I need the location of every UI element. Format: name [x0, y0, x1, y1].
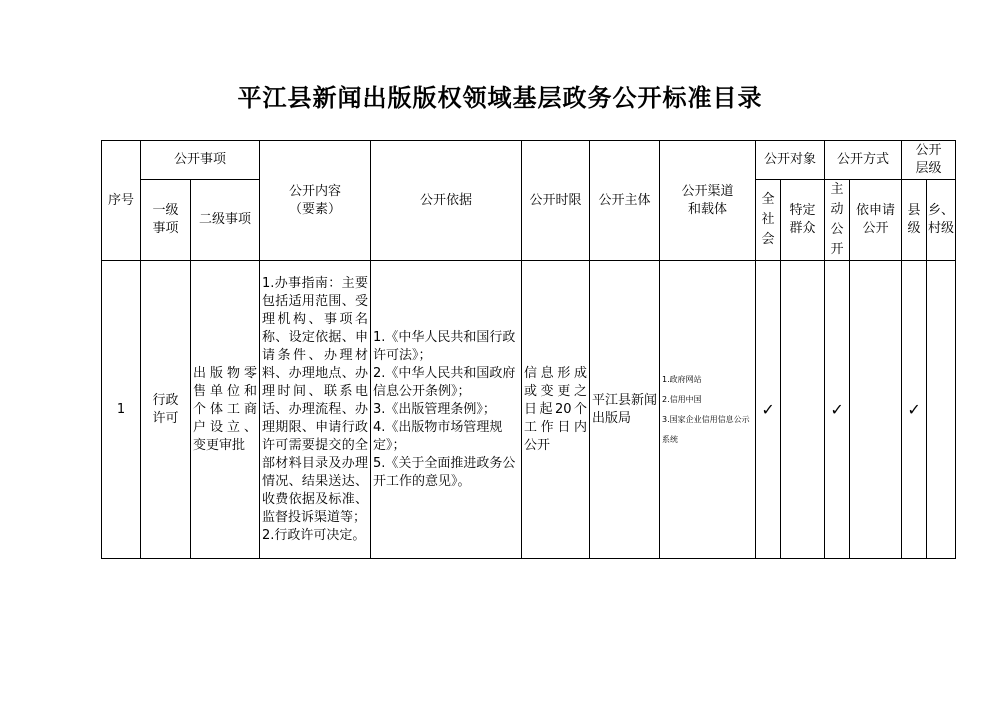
row-seq: 1 [102, 261, 141, 559]
header-level-village [927, 180, 956, 261]
row-channel: 1.政府网站 2.信用中国 3.国家企业信用信息公示系统 [660, 261, 756, 559]
row-subject: 平江县新闻出版局 [590, 261, 660, 559]
header-level-county-label: 县 级 [907, 203, 921, 236]
header-channel-label: 公开渠道 和载体 [681, 183, 734, 217]
header-mode-request-label: 依申请 公开 [856, 203, 896, 236]
header-item: 公开事项 [141, 141, 260, 180]
header-level-village-label: 乡、 村级 [928, 203, 955, 236]
header-content-label: 公开内容 （要素） [289, 183, 342, 217]
header-level-county [902, 180, 927, 261]
header-target-specific-label: 特定 群众 [789, 203, 816, 236]
header-level1-label: 一级 事项 [152, 203, 179, 236]
header-level [902, 141, 956, 180]
header-content [260, 141, 371, 261]
table-row [102, 261, 956, 559]
header-time: 公开时限 [522, 141, 590, 261]
row-mode-active: ✓ [825, 261, 850, 559]
catalog-table [101, 140, 956, 559]
page-title: 平江县新闻出版版权领域基层政务公开标准目录 [237, 84, 763, 112]
header-mode-active-label: 主 动 公 开 [830, 182, 844, 257]
row-content: 1.办事指南：主要包括适用范围、受理机构、事项名称、设定依据、申请条件、办理材料、办理地点、办理时间、联系电话、办理流程、办理期限、申请行政许可需要提交的全部材料目录及办理情况、结果送达、收费依据及标准、监督投诉渠道等； 2.行政许可决定。 [260, 261, 371, 559]
header-target: 公开对象 [756, 141, 825, 180]
row-mode-request [850, 261, 902, 559]
header-target-all [756, 180, 781, 261]
row-basis: 1.《中华人民共和国行政许可法》； 2.《中华人民共和国政府信息公开条例》； 3.《出版管理条例》； 4.《出版物市场管理规定》； 5.《关于全面推进政务公开工作的意见》。 [371, 261, 522, 559]
header-target-specific [781, 180, 825, 261]
header-level2: 二级事项 [191, 180, 260, 261]
header-level-label: 公开 层级 [915, 143, 942, 176]
header-row-1 [102, 141, 956, 180]
header-subject: 公开主体 [590, 141, 660, 261]
header-basis: 公开依据 [371, 141, 522, 261]
row-target-all: ✓ [756, 261, 781, 559]
header-mode-active [825, 180, 850, 261]
header-seq: 序号 [102, 141, 141, 261]
row-level-village [927, 261, 956, 559]
row-target-specific [781, 261, 825, 559]
row-time: 信息形成或变更之日起20个工作日内公开 [522, 261, 590, 559]
header-level1 [141, 180, 191, 261]
header-mode: 公开方式 [825, 141, 902, 180]
header-mode-request [850, 180, 902, 261]
row-level1-text: 行政 许可 [152, 392, 179, 426]
row-level-county: ✓ [902, 261, 927, 559]
header-channel [660, 141, 756, 261]
row-level2: 出版物零售单位和个体工商户设立、变更审批 [191, 261, 260, 559]
row-level1 [141, 261, 191, 559]
header-target-all-label: 全 社 会 [761, 192, 775, 247]
